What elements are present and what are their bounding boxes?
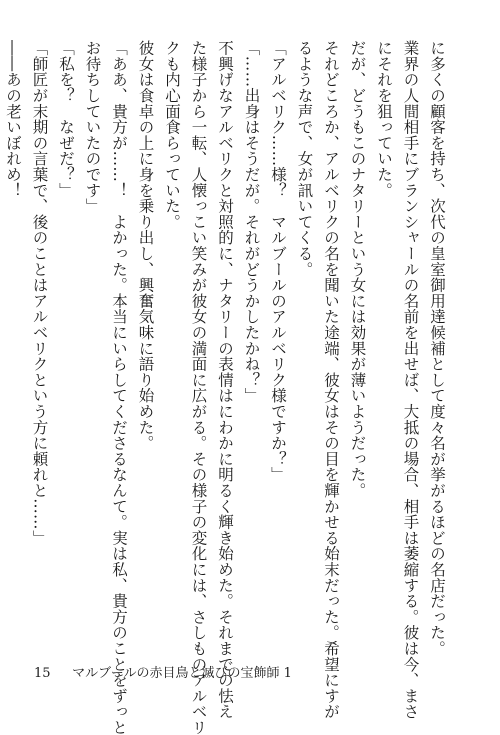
text-line: だが、どうもこのナタリーという女には効果が薄いようだった。 <box>348 40 367 499</box>
text-line: るような声で、女が訊いてくる。 <box>295 40 314 277</box>
text-line: ――あの老いぼれめ！ <box>4 40 22 198</box>
text-line: 「私を？ なぜだ？」 <box>57 40 75 198</box>
page-number: 15 <box>34 666 51 681</box>
page-footer <box>34 662 292 681</box>
text-line: に多くの顧客を持ち、次代の皇室御用達候補として度々名が挙がるほどの名店だった。 <box>428 40 446 657</box>
text-line: 彼女は食卓の上に身を乗り出し、興奮気味に語り始めた。 <box>136 40 155 451</box>
text-line: 業界の人間相手にブランシャールの名前を出せば、大抵の場合、相手は萎縮する。彼は今、まさ <box>401 40 420 720</box>
text-line: 「師匠が末期の言葉で、後のことはアルベリクという方に頼れと……」 <box>30 40 49 546</box>
text-line: お待ちしていたのです」 <box>83 40 102 214</box>
text-line: それどころか、アルベリクの名を聞いた途端、彼女はその目を輝かせる始末だった。希望にすが <box>322 40 340 720</box>
book-title: マルブールの赤目鳥と滅びの宝飾師 1 <box>72 666 292 681</box>
text-line: クも内心面食らっていた。 <box>163 40 181 230</box>
text-line: 「アルベリク……様？ マルブールのアルベリク様ですか？」 <box>269 40 287 483</box>
text-line: た様子から一転、人懐っこい笑みが彼女の満面に広がる。その様子の変化には、さしものアルベリ <box>189 40 208 735</box>
text-line: 「……出身はそうだが。それがどうかしたかね？」 <box>242 40 261 404</box>
text-line: 不興げなアルベリクと対照的に、ナタリーの表情はにわかに明るく輝き始めた。それまでの怯え <box>216 40 234 720</box>
text-line: 「ああ、貴方が……！ よかった。本当にいらしてくださるなんて。実は私、貴方のことをずっと <box>110 40 128 735</box>
text-line: にそれを狙っていた。 <box>375 40 393 198</box>
